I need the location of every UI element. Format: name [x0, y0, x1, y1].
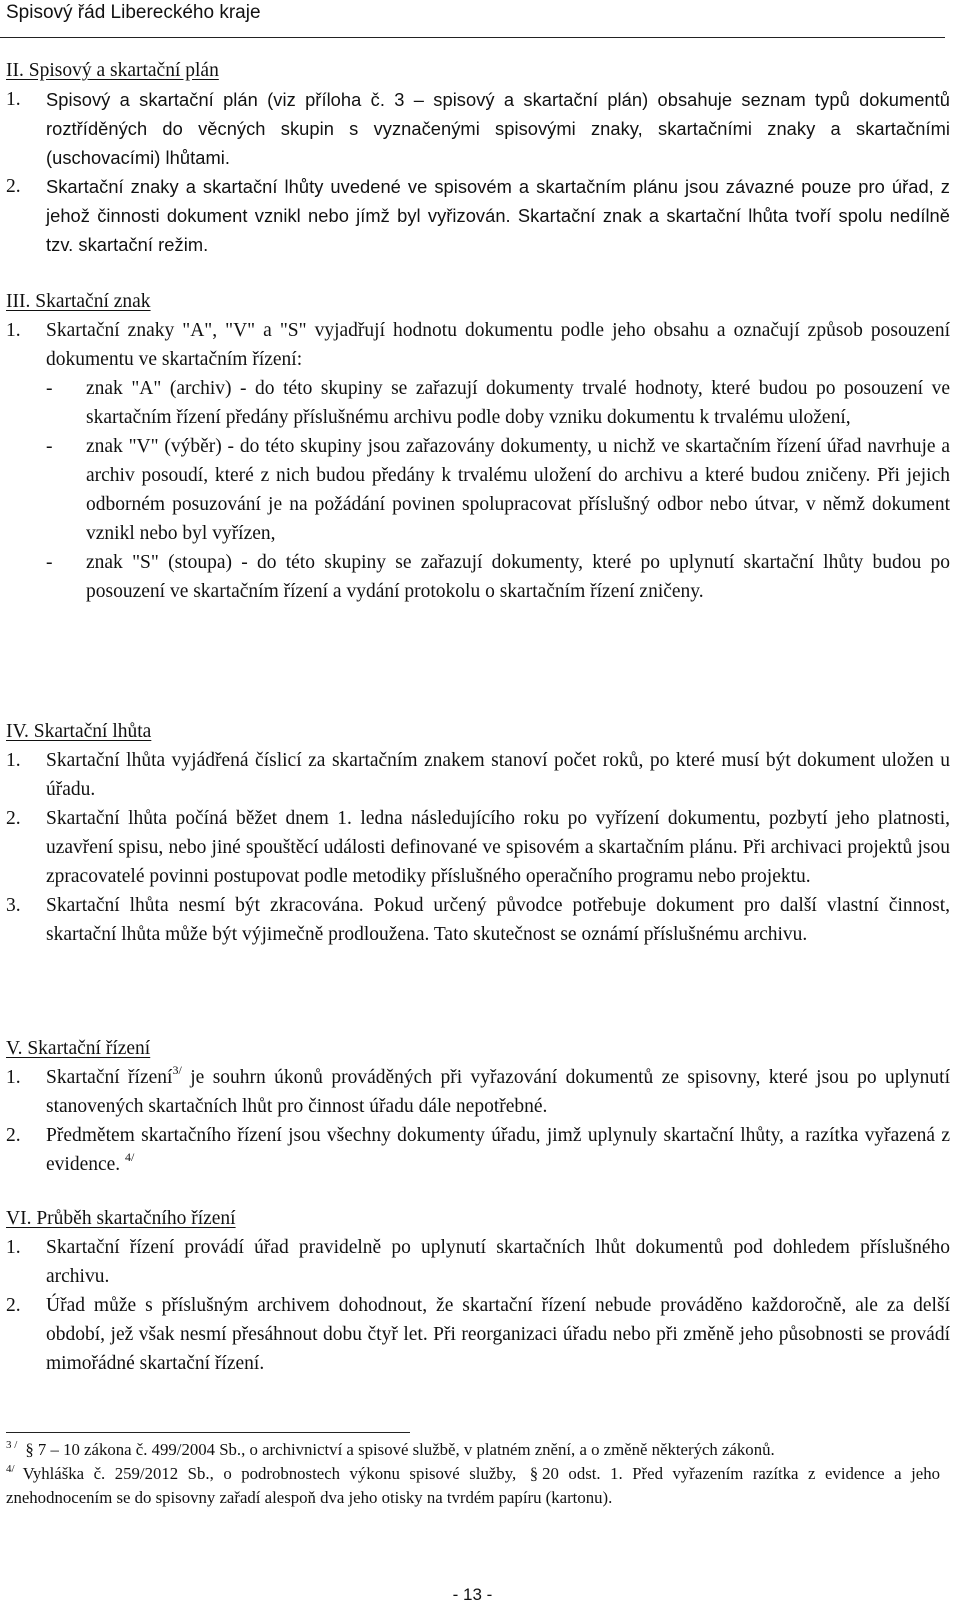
footnote-ref-4: 4/ [125, 1149, 135, 1164]
item-number: 1. [6, 1237, 21, 1258]
header-title: Spisový řád Libereckého kraje [6, 2, 261, 23]
list-item [6, 1121, 950, 1179]
list-item [6, 316, 950, 606]
item-text: Skartační lhůta počíná běžet dnem 1. ledna následujícího roku po vyřízení dokumentu, pozbytí jeho platnosti, uzavření spisu, nebo jiné spouštěcí události definované ve spisovém a skartačním plánu. Při archivaci projektů jsou zpracovatelé povinni postupovat podle metodiky příslušného operačního programu nebo projektu. [46, 808, 950, 887]
item-number: 1. [6, 750, 21, 771]
item-text [46, 1063, 950, 1121]
dash-item [46, 374, 950, 432]
section-3 [6, 287, 950, 606]
section-4 [6, 717, 950, 949]
item-text: Skartační lhůta nesmí být zkracována. Pokud určený původce potřebuje dokument pro další vlastní činnost, skartační lhůta může být výjimečně prodloužena. Tato skutečnost se oznámí příslušnému archivu. [46, 895, 950, 945]
section-symbol: § [529, 1464, 539, 1483]
item-text: Skartační lhůta vyjádřená číslicí za skartačním znakem stanoví počet roků, po které musí být dokument uložen u úřadu. [46, 750, 950, 800]
page-number: - 13 - [452, 1585, 493, 1604]
item-text-start: Skartační řízení [46, 1067, 173, 1088]
section-heading: V. Skartační řízení [6, 1038, 151, 1059]
section-heading: III. Skartační znak [6, 291, 151, 312]
item-number: 2. [6, 1295, 21, 1316]
list-item [6, 1233, 950, 1291]
footnote-4 [6, 1463, 940, 1509]
footnote-text: 7 – 10 zákona č. 499/2004 Sb., o archivnictví a spisové službě, v platném znění, a o změně některých zákonů. [37, 1440, 775, 1459]
section-heading: IV. Skartační lhůta [6, 721, 152, 742]
item-text: Skartační znaky "A", "V" a "S" vyjadřují hodnotu dokumentu podle jeho obsahu a označují způsob posouzení dokumentu ve skartačním řízení: [46, 320, 950, 370]
dash-text: znak "V" (výběr) - do této skupiny jsou zařazovány dokumenty, u nichž ve skartačním řízení úřad navrhuje a archiv posoudí, které z nich budou předány k trvalému uložení do archivu a které budou zničeny. Při jejich odborném posuzování je na požádání povinen spolupracovat příslušný odbor nebo útvar, v němž dokument vznikl nebo byl vyřízen, [86, 436, 950, 544]
footnote-divider [6, 1432, 410, 1433]
dash-text: znak "A" (archiv) - do této skupiny se zařazují dokumenty trvalé hodnoty, které budou po posouzení ve skartačním řízení předány příslušnému archivu podle doby vzniku dokumentu k trvalému uložení, [86, 378, 950, 428]
footnote-text: Vyhláška č. 259/2012 Sb., o podrobnostech výkonu spisové služby, [22, 1464, 517, 1483]
dash-mark: - [46, 436, 53, 457]
list-item [6, 1291, 950, 1378]
dash-item [46, 548, 950, 606]
item-number: 1. [6, 1067, 21, 1088]
section-5 [6, 1034, 950, 1179]
footnotes [6, 1439, 940, 1509]
item-number: 2. [6, 1125, 21, 1146]
footnote-ref-3: 3/ [172, 1062, 182, 1077]
list-item [6, 172, 950, 259]
list-item [6, 891, 950, 949]
footnote-mark: 4/ [6, 1463, 15, 1475]
item-text: Úřad může s příslušným archivem dohodnout, že skartační řízení nebude prováděno každoročně, ale za delší období, jež však nesmí přesáhnout dobu čtyř let. Při reorganizaci úřadu nebo při změně jeho působnosti se provádí mimořádné skartační řízení. [46, 1295, 950, 1374]
footnote-mark: 3 / [6, 1439, 18, 1451]
section-6 [6, 1204, 950, 1378]
dash-text: znak "S" (stoupa) - do této skupiny se zařazují dokumenty, které po uplynutí skartační lhůty budou po posouzení ve skartačním řízení a vydání protokolu o skartačním řízení zničeny. [86, 552, 950, 602]
item-number: 1. [6, 320, 21, 341]
section-symbol: § [25, 1440, 34, 1459]
dash-mark: - [46, 378, 53, 399]
list-item [6, 746, 950, 804]
list-item [6, 1063, 950, 1121]
item-number: 2. [6, 808, 21, 829]
section-2 [6, 56, 950, 259]
item-number: 3. [6, 895, 21, 916]
footnote-text: 20 odst. 1. Před vyřazením razítka z evidence a jeho znehodnocením se do spisovny zařadí alespoň dva jeho otisky na tvrdém papíru (kartonu). [6, 1464, 940, 1507]
list-item [6, 804, 950, 891]
item-number: 1. [6, 89, 21, 110]
item-number: 2. [6, 176, 21, 197]
page-header [0, 0, 945, 38]
footnote-3 [6, 1439, 940, 1463]
section-heading: II. Spisový a skartační plán [6, 60, 219, 81]
dash-mark: - [46, 552, 53, 573]
dash-item [46, 432, 950, 548]
item-text: Skartační znaky a skartační lhůty uvedené ve spisovém a skartačním plánu jsou závazné pouze pro úřad, z jehož činnosti dokument vznikl nebo jímž byl vyřizován. Skartační znak a skartační lhůta tvoří spolu nedílně tzv. skartační režim. [46, 176, 950, 255]
list-item [6, 85, 950, 172]
item-text-end: je souhrn úkonů prováděných při vyřazování dokumentů ze spisovny, které jsou po uplynutí stanovených skartačních lhůt pro činnost úřadu dále nepotřebné. [46, 1067, 951, 1117]
item-text: Spisový a skartační plán (viz příloha č. 3 – spisový a skartační plán) obsahuje seznam typů dokumentů roztříděných do věcných skupin s vyznačenými spisovými znaky, skartačními znaky a skartačními (uschovacími) lhůtami. [46, 89, 950, 168]
section-heading: VI. Průběh skartačního řízení [6, 1208, 236, 1229]
item-text [46, 1121, 950, 1179]
item-text: Skartační řízení provádí úřad pravidelně po uplynutí skartačních lhůt dokumentů pod dohledem příslušného archivu. [46, 1237, 950, 1287]
item-text-start: Předmětem skartačního řízení jsou všechny dokumenty úřadu, jimž uplynuly skartační lhůty, a razítka vyřazená z evidence. [46, 1125, 950, 1175]
